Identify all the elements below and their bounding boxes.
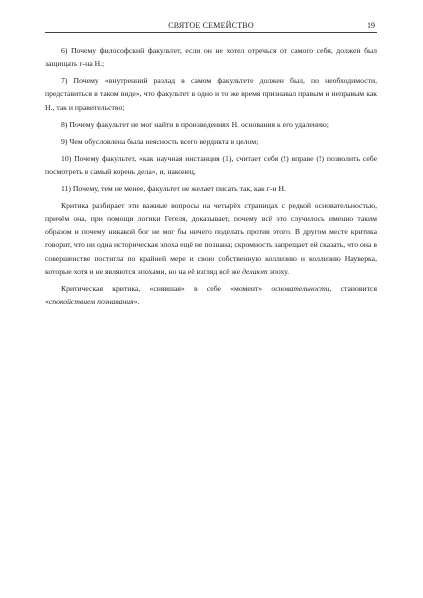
page-body [45,44,377,312]
running-title: СВЯТОЕ СЕМЕЙСТВО [168,21,254,30]
paragraph-conclusion [45,282,377,308]
paragraph-item-7: 7) Почему «внутренний разлад в самом факультете должен был, по необходимости, представиться в таком виде», что факультет в одно и то же время признавал правым и неправым как Н., так и правительство; [45,76,377,112]
critique-text-start: Критика разбирает эти важные вопросы на четырёх страницах с редкой основательностью, причём она, при помощи логики Гегеля, доказывает, почему всё это случилось именно таким образом и почему никакой бог не мог бы ничего поделать против этого. В другом месте критика говорит, что ни одна историческая эпоха ещё не познана; скромность запрещает ей сказать, что она в совершенстве постигла по крайней мере и свою собственную коллизию и коллизию Науверка, которые хотя и не являются эпохами, но на её взгляд всё же [45,200,377,276]
paragraph-critique [45,199,377,278]
paragraph-item-10: 10) Почему факультет, «как научная инстанция (1), считает себя (!) вправе (!) позволить себе посмотреть в самый корень дела», и, наконец, [45,153,377,176]
conclusion-text-middle: , становится « [45,283,377,307]
critique-text-end: эпоху. [267,266,290,276]
paragraph-item-8: 8) Почему факультет не мог найти в произведениях Н. основания к его удалению; [61,119,329,129]
conclusion-italic-1: основательности [271,283,330,293]
paragraph-item-9: 9) Чем обусловлена была неясность всего вердикта в целом; [61,136,259,146]
conclusion-text-end: ». [133,297,140,307]
running-header [45,20,377,33]
page-number: 19 [367,21,375,30]
conclusion-text-start: Критическая критика, «снявшая» в себе «момент» [61,283,272,293]
conclusion-italic-2: спокойствием познавания [48,297,134,307]
critique-italic-word: делают [242,266,268,276]
paragraph-item-11: 11) Почему, тем не менее, факультет не желает писать так, как г-н Н. [61,183,286,193]
paragraph-item-6: 6) Почему философский факультет, если он не хотел отречься от самого себя, должен был защищать г-на Н.; [45,46,377,69]
